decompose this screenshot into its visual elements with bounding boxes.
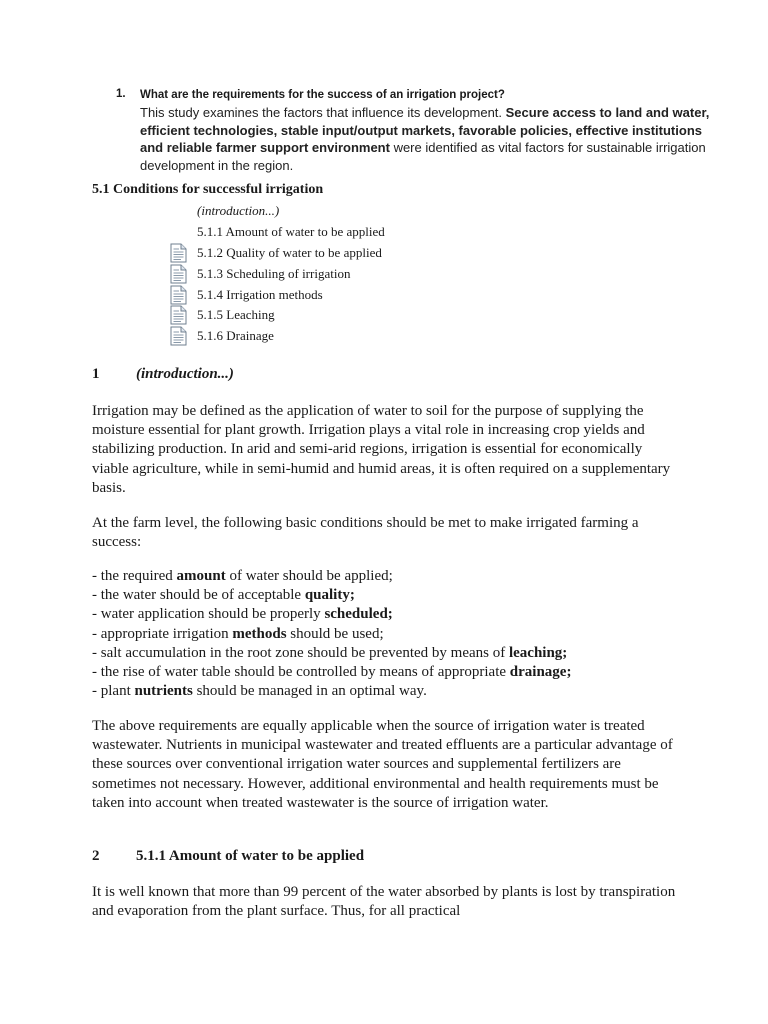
requirement-item: - plant nutrients should be managed in an optimal way. [92,683,427,700]
section-2-paragraph-1: It is well known that more than 99 percent of the water absorbed by plants is lost by transpiration and evaporation from the plant surface. Thus, for all practical [92,884,676,920]
requirement-item: - appropriate irrigation methods should be used; [92,625,384,642]
question-title: What are the requirements for the success of an irrigation project? [140,89,505,101]
toc-item[interactable] [170,222,385,243]
section-1-number: 1 [92,366,100,382]
section-1-paragraph-3: The above requirements are equally applicable when the source of irrigation water is treated wastewater. Nutrients in municipal wastewater and treated effluents are a particular advantage of these sources over conventional irrigation water sources and supplemental fertilizers are sometimes not necessary. However, additional environmental and health requirements must be taken into account when treated wastewater is the source of irrigation water. [92,718,673,811]
requirement-item: - the required amount of water should be applied; [92,568,393,584]
answer-intro: This study examines the factors that influence its development. [140,105,506,120]
section-1-title: (introduction...) [136,366,234,382]
requirement-keyword: leaching; [508,644,568,661]
toc-intro-link[interactable]: (introduction...) [197,203,280,219]
toc-item[interactable] [170,263,385,284]
requirement-keyword: drainage; [509,664,572,681]
document-icon [170,305,187,325]
toc-item-label[interactable]: 5.1.1 Amount of water to be applied [197,224,385,240]
requirement-keyword: amount [176,568,226,584]
document-icon [170,243,187,263]
toc-heading: 5.1 Conditions for successful irrigation [92,182,324,197]
requirement-item: - water application should be properly scheduled; [92,606,393,623]
toc-intro-row[interactable] [170,201,385,222]
document-icon [170,326,187,346]
answer-conclusion: were identified as vital factors for sustainable irrigation development in the region. [140,140,706,173]
toc-item-label[interactable]: 5.1.5 Leaching [197,307,275,323]
requirement-item: - salt accumulation in the root zone should be prevented by means of leaching; [92,644,568,661]
requirement-keyword: quality; [304,587,355,604]
toc-item-label[interactable]: 5.1.6 Drainage [197,328,274,344]
requirement-item: - the rise of water table should be controlled by means of appropriate drainage; [92,664,572,681]
question-number: 1. [116,88,126,100]
requirement-keyword: nutrients [134,683,193,700]
question-answer [140,104,716,174]
requirement-keyword: scheduled; [324,606,393,623]
toc-item[interactable] [170,284,385,305]
table-of-contents [170,201,385,347]
toc-items [170,222,385,347]
toc-item[interactable] [170,243,385,264]
toc-item-label[interactable]: 5.1.2 Quality of water to be applied [197,244,382,260]
requirement-item: - the water should be of acceptable quality; [92,587,355,604]
section-2-number: 2 [92,848,100,864]
answer-key-factors: Secure access to land and water, efficient technologies, stable input/output markets, favorable policies, effective institutions and reliable farmer support environment [140,105,710,155]
toc-item-label[interactable]: 5.1.4 Irrigation methods [197,286,323,302]
section-1-paragraph-2: At the farm level, the following basic conditions should be met to make irrigated farming a success: [92,515,639,551]
toc-item[interactable] [170,305,385,326]
section-1-paragraph-1: Irrigation may be defined as the application of water to soil for the purpose of supplying the moisture essential for plant growth. Irrigation plays a vital role in increasing crop yields and stabilizing production. In arid and semi-arid regions, irrigation is essential for economically viable agriculture, while in semi-humid and humid areas, it is often required on a supplementary basis. [92,403,671,496]
document-icon [170,285,187,305]
requirements-list [92,567,682,701]
section-2-heading [92,848,364,865]
requirement-keyword: methods [232,625,287,642]
section-2-title: 5.1.1 Amount of water to be applied [136,848,365,864]
document-icon [170,264,187,284]
question-block [116,86,716,174]
toc-item-label[interactable]: 5.1.3 Scheduling of irrigation [197,265,351,281]
section-1-heading [92,366,234,383]
toc-item[interactable] [170,326,385,347]
